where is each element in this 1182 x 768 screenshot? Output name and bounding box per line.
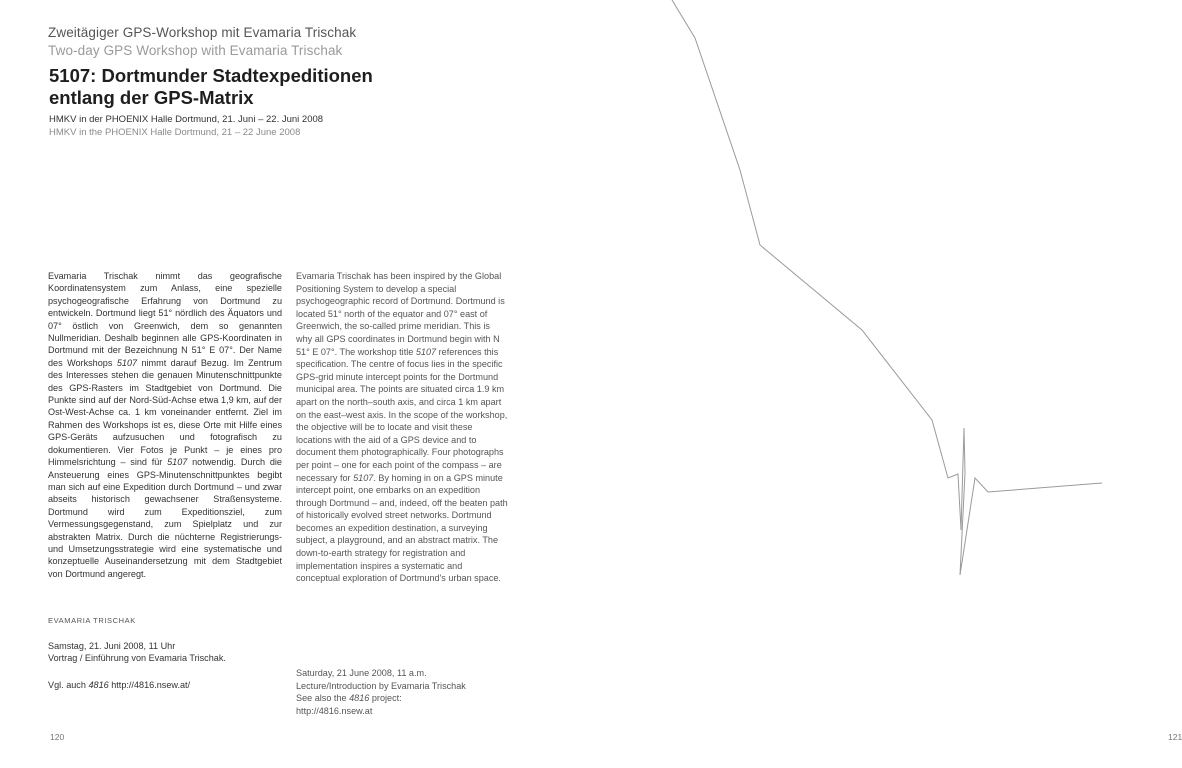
- body-en-part-3: . By homing in on a GPS minute intercept point, one embarks on an expedition through Dortmund – and, indeed, off the beaten path of historically evolved street networks. Dortmund becomes an expedition destination, a surveying subject, a playground, and an abstract matrix. The down-to-earth strategy for registration and implementation inspires a systematic and conceptual exploration of Dortmund's urban space.: [296, 472, 508, 584]
- body-en-part-1: Evamaria Trischak has been inspired by the Global Positioning System to develop a special psychogeographic record of Dortmund. Dortmund is located 51° north of the equator and 07° east of Greenwich, the so-called prime meridian. This is why all GPS coordinates in Dortmund begin with N 51° E 07°. The workshop title: [296, 271, 505, 357]
- ref-en-suffix: project:: [369, 693, 402, 704]
- venue-german: HMKV in der PHOENIX Halle Dortmund, 21. Juni – 22. Juni 2008: [49, 114, 324, 125]
- body-de-part-1: Evamaria Trischak nimmt das geografische Koordinatensystem zum Anlass, eine spezielle psychogeografische Erfahrung von Dortmund zu entwickeln. Dortmund liegt 51° nördlich des Äquators und 07° östlich von Greenwich, dem so genannten Nullmeridian. Deshalb beginnen alle GPS-Koordinaten in Dortmund mit der Bezeichnung N 51° E 07°. Der Name des Workshops: [48, 271, 282, 368]
- title-line-1: 5107: Dortmunder Stadtexpeditionen: [49, 65, 373, 86]
- author-credit: EVAMARIA TRISCHAK: [48, 616, 136, 625]
- title-line-2: entlang der GPS-Matrix: [49, 87, 254, 108]
- page-number-left: 120: [50, 732, 65, 742]
- ref-de-project: 4816: [88, 680, 109, 690]
- event-date-german: Samstag, 21. Juni 2008, 11 Uhr: [48, 641, 176, 651]
- page-number-right: 121: [1168, 732, 1182, 742]
- event-date-english: Saturday, 21 June 2008, 11 a.m.: [296, 668, 427, 678]
- venue-english: HMKV in the PHOENIX Halle Dortmund, 21 – 22 June 2008: [49, 127, 301, 138]
- body-de-part-2: nimmt darauf Bezug. Im Zentrum des Interesses stehen die genauen Minutenschnittpunkte des GPS-Rasters im Stadtgebiet von Dortmund. Die Punkte sind auf der Nord-Süd-Achse etwa 1,9 km, auf der Ost-West-Achse ca. 1 km voneinander entfernt. Ziel im Rahmen des Workshops ist es, diese Orte mit Hilfe eines GPS-Geräts aufzusuchen und fotografisch zu dokumentieren. Vier Fotos je Punkt – je eines pro Himmelsrichtung – sind für: [48, 357, 282, 468]
- ref-de-prefix: Vgl. auch: [48, 680, 89, 690]
- body-de-title-ref-2: 5107: [167, 457, 188, 468]
- body-de-title-ref-1: 5107: [116, 357, 138, 368]
- event-desc-german: Vortrag / Einführung von Evamaria Trischak.: [48, 653, 226, 664]
- body-en-title-ref-2: 5107: [353, 472, 374, 483]
- ref-de-url[interactable]: http://4816.nsew.at/: [108, 680, 191, 690]
- ref-en-project: 4816: [349, 693, 370, 704]
- body-en-part-2: references this specification. The centre of focus lies in the specific GPS-grid minute intercept points for the Dortmund municipal area. The points are situated circa 1.9 km apart on the north–south axis, and circa 1 km apart on the east–west axis. In the scope of the workshop, the objective will be to locate and visit these locations with the aid of a GPS device and to document them photographically. Four photographs per point – one for each point of the compass – are necessary for: [296, 346, 508, 483]
- ref-en-prefix: See also the: [296, 693, 350, 704]
- body-de-part-3: notwendig. Durch die Ansteuerung eines GPS-Minutenschnittpunktes begibt man sich auf eine Expedition durch Dortmund – und zwar abseits historisch gewachsener Straßensysteme. Dortmund wird zum Expeditionsziel, zum Vermessungsgegenstand, zum Spielplatz und zur abstrakten Matrix. Durch die nüchterne Registrierungs- und Umsetzungsstrategie wird eine systematische und konzeptuelle Auseinandersetzung mit dem Stadtgebiet von Dortmund angeregt.: [48, 457, 282, 579]
- ref-en-url[interactable]: http://4816.nsew.at: [296, 705, 373, 716]
- kicker-english: Two-day GPS Workshop with Evamaria Trischak: [48, 43, 343, 58]
- event-desc-english: Lecture/Introduction by Evamaria Trischak: [296, 680, 466, 691]
- kicker-german: Zweitägiger GPS-Workshop mit Evamaria Trischak: [48, 25, 357, 40]
- body-en-title-ref-1: 5107: [415, 346, 437, 357]
- gps-trace-line: [672, 0, 1102, 575]
